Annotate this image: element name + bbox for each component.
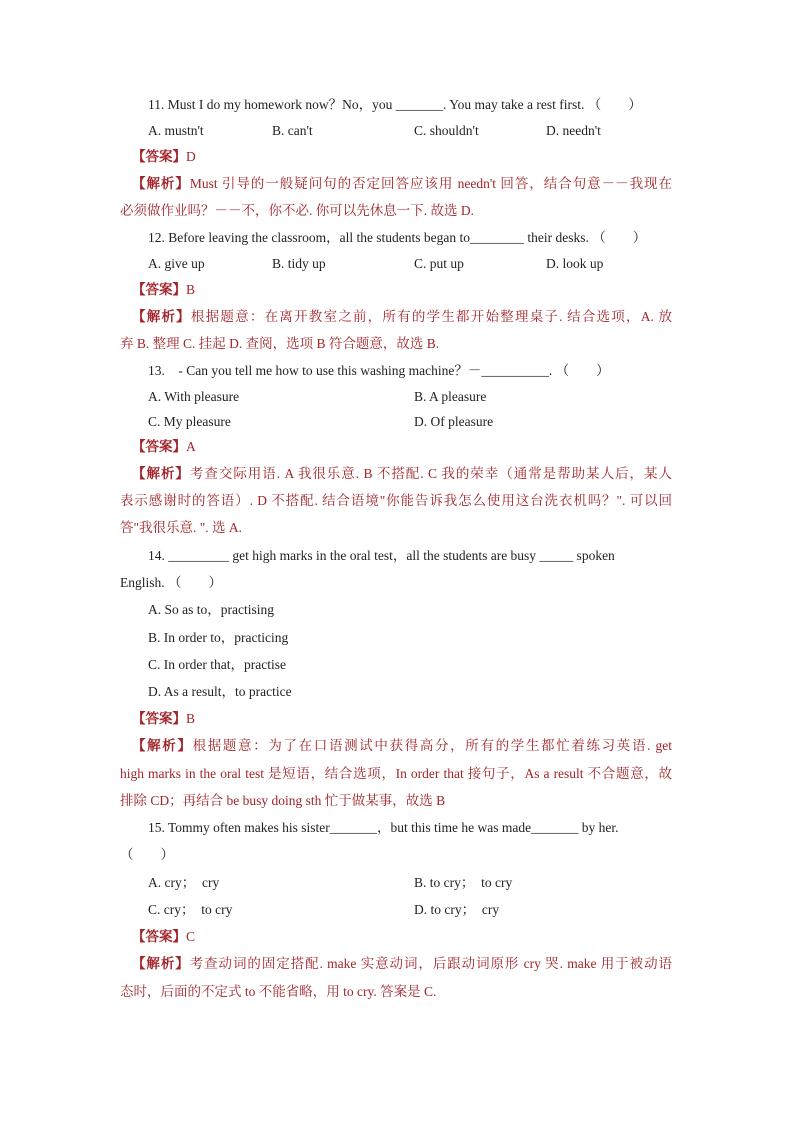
q13-explanation-line-3: 答"我很乐意. ". 选 A.: [120, 520, 243, 535]
q15-answer: 【答案】C: [132, 929, 196, 944]
question-12-stem: 12. Before leaving the classroom，all the students began to________ their desks. （ ）: [148, 230, 647, 245]
q15-explanation-line-1: 【解析】考查动词的固定搭配. make 实意动词，后跟动词原形 cry 哭. make 用于被动语: [132, 956, 673, 971]
q12-explanation-line-2: 弃 B. 整理 C. 挂起 D. 查阅，选项 B 符合题意，故选 B.: [120, 336, 440, 351]
q13-explanation-line-2: 表示感谢时的答语）. D 不搭配. 结合语境"你能告诉我怎么使用这台洗衣机吗？". 可以回: [120, 493, 672, 508]
q11-option-c: C. shouldn't: [414, 123, 479, 138]
q15-option-c: C. cry； to cry: [148, 902, 233, 917]
explanation-tag: 【解析】: [132, 176, 190, 191]
q15-option-d: D. to cry； cry: [414, 902, 500, 917]
q11-explanation-line-1: 【解析】Must 引导的一般疑问句的否定回答应该用 needn't 回答，结合句意－－我现在: [132, 176, 672, 191]
q11-option-d: D. needn't: [546, 123, 601, 138]
q11-answer: [132, 148, 196, 166]
q13-answer: 【答案】A: [132, 439, 196, 454]
question-14-stem-line-1: 14. _________ get high marks in the oral test，all the students are busy _____ spoken: [148, 548, 615, 563]
q12-option-d: D. look up: [546, 256, 604, 271]
q14-option-b: B. In order to，practicing: [148, 630, 289, 645]
question-15-stem-line-2: （ ）: [120, 847, 174, 862]
q14-explanation-line-1: 【解析】根据题意：为了在口语测试中获得高分，所有的学生都忙着练习英语. get: [132, 738, 673, 753]
q13-explanation-line-1: 【解析】考查交际用语. A 我很乐意. B 不搭配. C 我的荣幸（通常是帮助某人后，某人: [132, 466, 672, 481]
answer-tag: 【答案】: [132, 149, 186, 164]
q13-option-b: B. A pleasure: [414, 389, 487, 404]
q12-explanation-line-1: 【解析】根据题意：在离开教室之前，所有的学生都开始整理桌子. 结合选项，A. 放: [132, 309, 673, 324]
q12-answer: 【答案】B: [132, 282, 196, 297]
q14-answer: 【答案】B: [132, 711, 196, 726]
question-15-stem-line-1: 15. Tommy often makes his sister_______，but this time he was made_______ by her.: [148, 820, 619, 835]
q11-explanation-line-2: 必须做作业吗？－－不，你不必. 你可以先休息一下. 故选 D.: [120, 203, 474, 218]
q14-explanation-line-2: high marks in the oral test 是短语，结合选项，In order that 接句子，As a result 不合题意，故: [120, 766, 672, 781]
q14-option-a: A. So as to，practising: [148, 602, 274, 617]
q13-option-a: A. With pleasure: [148, 389, 240, 404]
answer-value: D: [186, 149, 196, 164]
q13-option-d: D. Of pleasure: [414, 414, 494, 429]
q15-explanation-line-2: 态时，后面的不定式 to 不能省略，用 to cry. 答案是 C.: [120, 984, 437, 999]
q12-option-b: B. tidy up: [272, 256, 326, 271]
q12-option-a: A. give up: [148, 256, 205, 271]
q15-option-b: B. to cry； to cry: [414, 875, 513, 890]
q15-option-a: A. cry； cry: [148, 875, 220, 890]
q11-option-b: B. can't: [272, 123, 313, 138]
question-13-stem: 13. - Can you tell me how to use this washing machine？－__________. （ ）: [148, 363, 610, 378]
q14-option-d: D. As a result，to practice: [148, 684, 292, 699]
q12-option-c: C. put up: [414, 256, 464, 271]
question-14-stem-line-2: English. （ ）: [120, 575, 223, 590]
question-11-stem: 11. Must I do my homework now？No，you _______. You may take a rest first. （ ）: [148, 97, 642, 112]
q11-option-a: A. mustn't: [148, 123, 204, 138]
q13-option-c: C. My pleasure: [148, 414, 231, 429]
q14-explanation-line-3: 排除 CD；再结合 be busy doing sth 忙于做某事，故选 B: [120, 793, 446, 808]
q14-option-c: C. In order that，practise: [148, 657, 286, 672]
